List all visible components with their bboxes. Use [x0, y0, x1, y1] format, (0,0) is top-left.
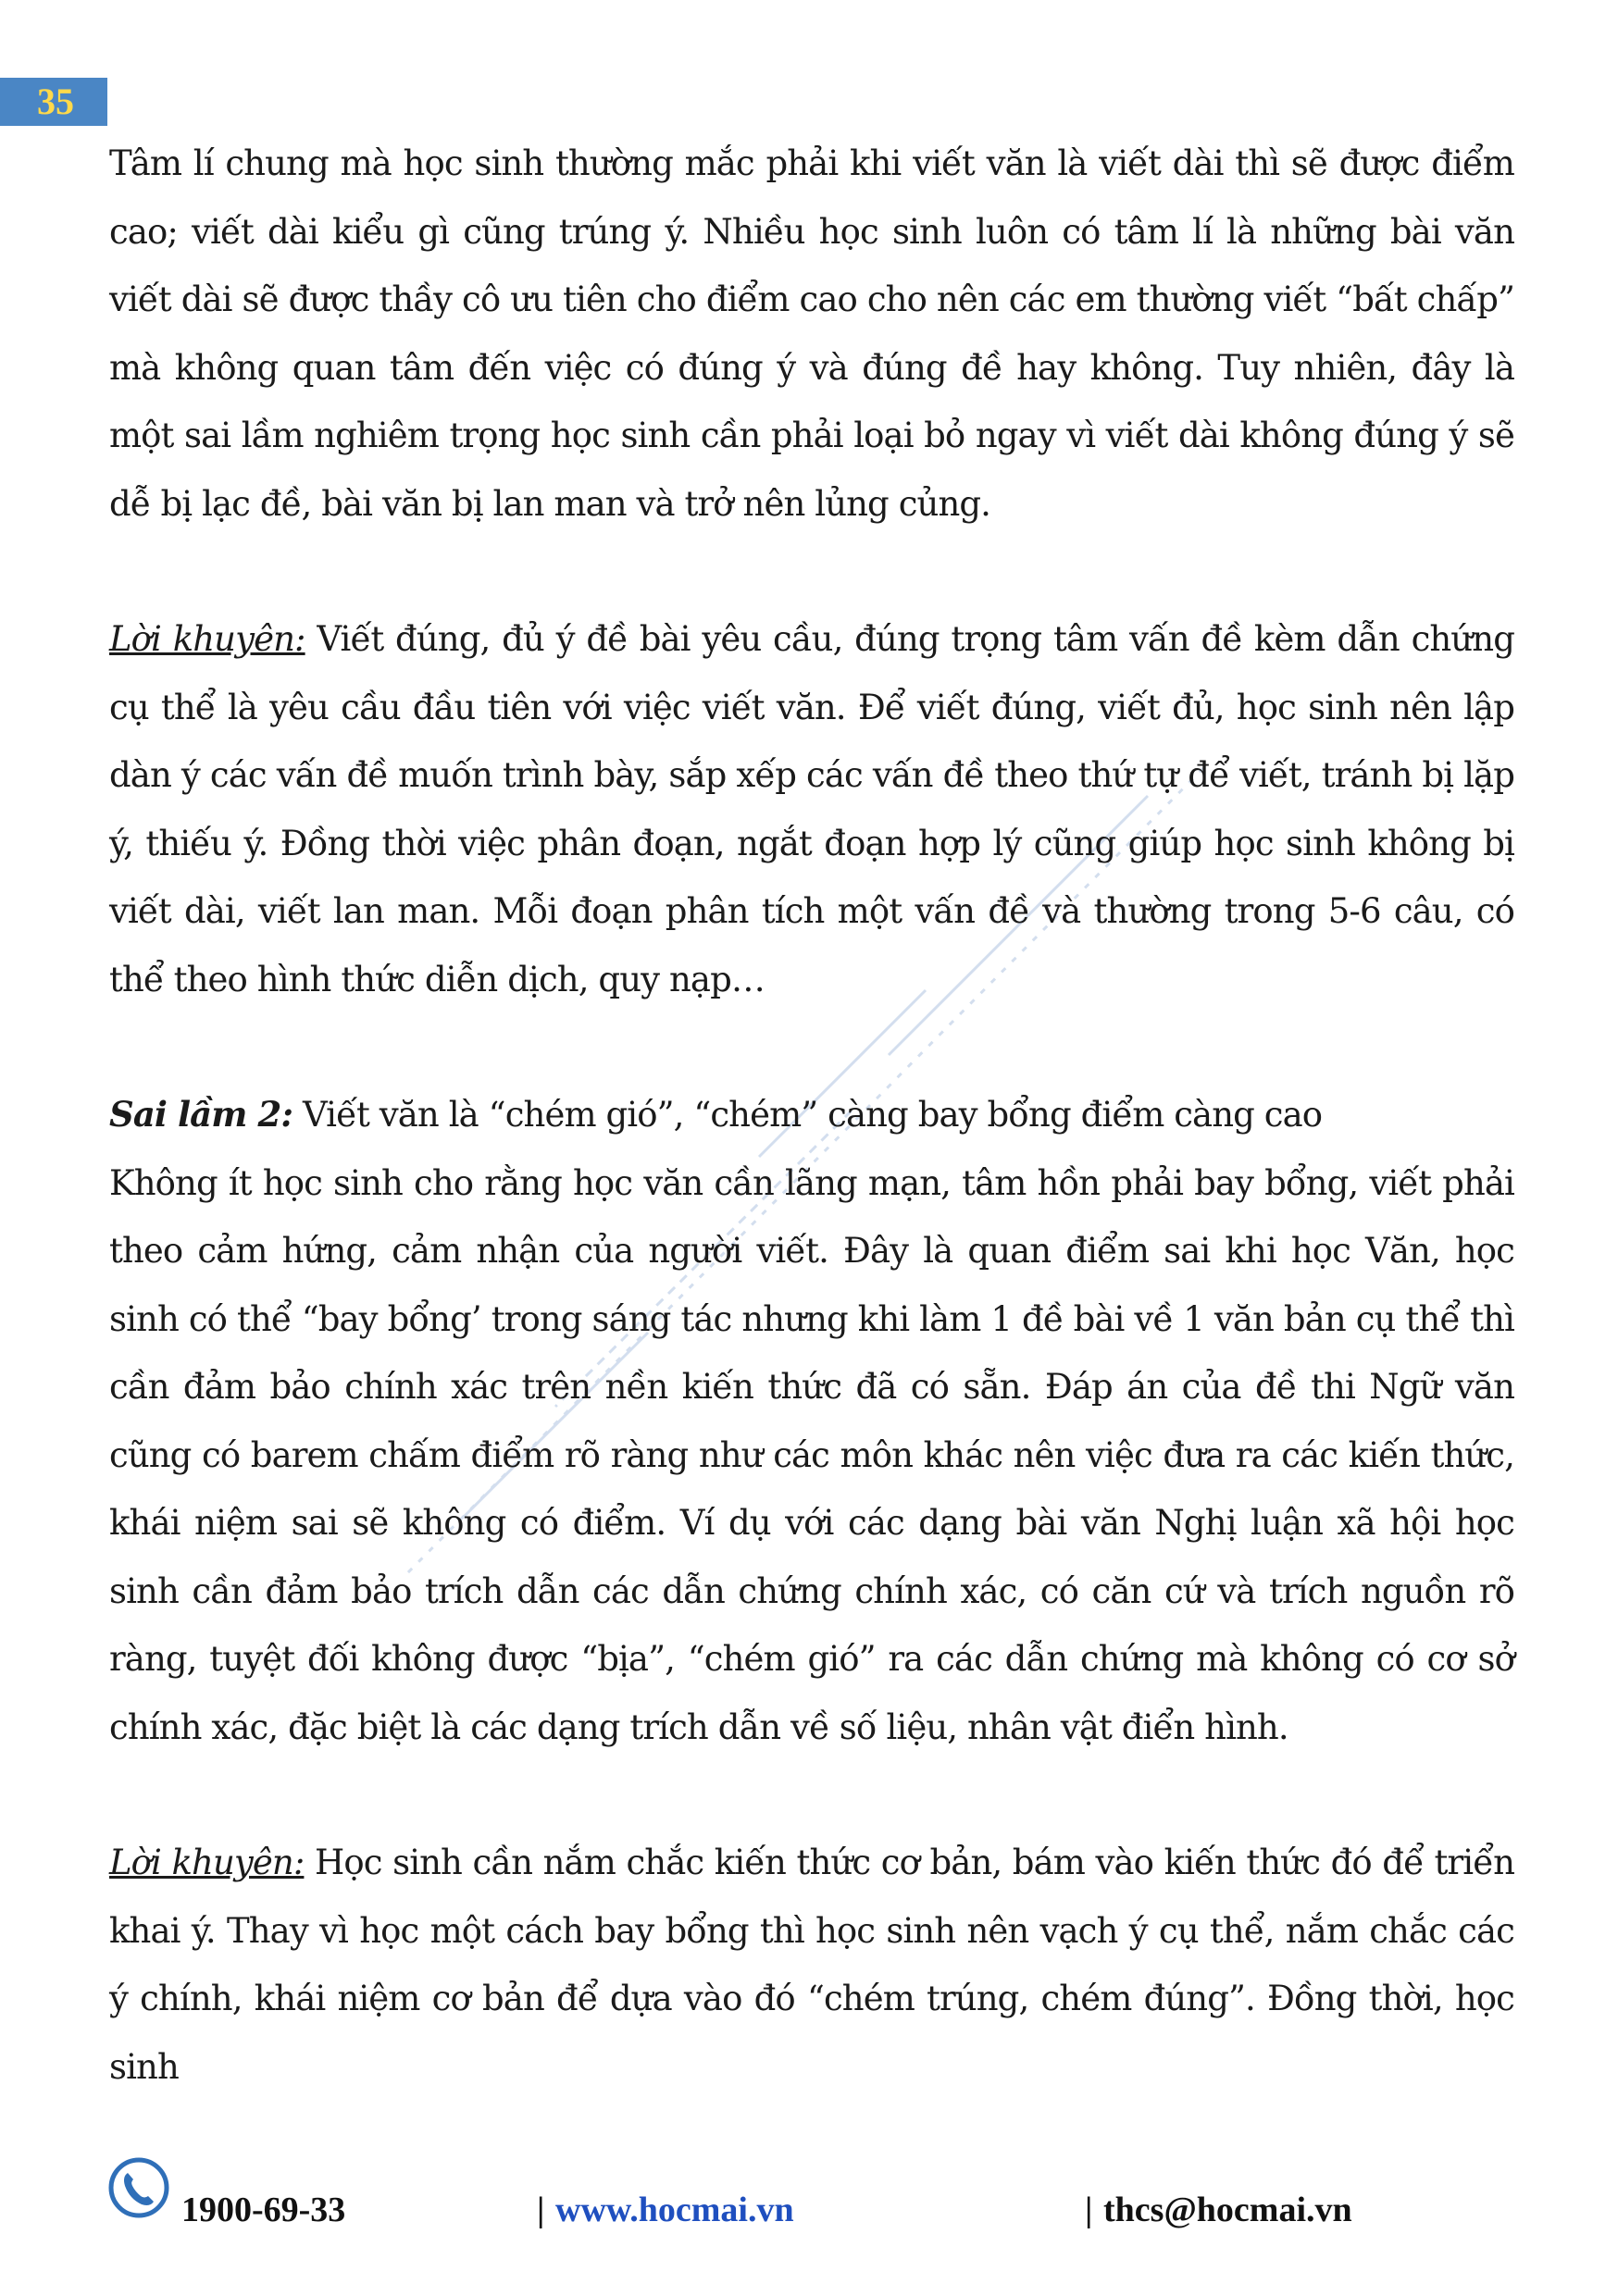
document-body: [109, 130, 1514, 2101]
paragraph-advice-2: [109, 1829, 1514, 2101]
paragraph-advice-1: [109, 605, 1514, 1013]
paragraph-intro: Tâm lí chung mà học sinh thường mắc phải khi viết văn là viết dài thì sẽ được điểm cao; viết dài kiểu gì cũng trúng ý. Nhiều học sinh luôn có tâm lí là những bài văn viết dài sẽ được thầy cô ưu tiên cho điểm cao cho nên các em thường viết “bất chấp” mà không quan tâm đến việc có đúng ý và đúng đề hay không. Tuy nhiên, đây là một sai lầm nghiêm trọng học sinh cần phải loại bỏ ngay vì viết dài không đúng ý sẽ dễ bị lạc đề, bài văn bị lan man và trở nên lủng củng.: [109, 143, 1514, 524]
mistake-title: Viết văn là “chém gió”, “chém” càng bay bổng điểm càng cao: [292, 1095, 1323, 1135]
advice-label: Lời khuyên:: [109, 1843, 305, 1882]
mistake-2-heading: [109, 1081, 1514, 1149]
phone-icon: [107, 2156, 170, 2219]
email-link[interactable]: thcs@hocmai.vn: [1103, 2191, 1352, 2229]
footer-separator: |: [1085, 2191, 1093, 2229]
advice-label: Lời khuyên:: [109, 619, 305, 659]
website-link[interactable]: www.hocmai.vn: [555, 2191, 794, 2229]
page-number: 35: [0, 78, 107, 126]
page-footer: [0, 2147, 1618, 2258]
advice-text: Học sinh cần nắm chắc kiến thức cơ bản, bám vào kiến thức đó để triển khai ý. Thay vì học một cách bay bổng thì học sinh nên vạch ý cụ thể, nắm chắc các ý chính, khái niệm cơ bản để dựa vào đó “chém trúng, chém đúng”. Đồng thời, học sinh: [109, 1843, 1514, 2087]
footer-separator: |: [537, 2191, 545, 2229]
advice-text: Viết đúng, đủ ý đề bài yêu cầu, đúng trọng tâm vấn đề kèm dẫn chứng cụ thể là yêu cầu đầu tiên với việc viết văn. Để viết đúng, viết đủ, học sinh nên lập dàn ý các vấn đề muốn trình bày, sắp xếp các vấn đề theo thứ tự để viết, tránh bị lặp ý, thiếu ý. Đồng thời việc phân đoạn, ngắt đoạn hợp lý cũng giúp học sinh không bị viết dài, viết lan man. Mỗi đoạn phân tích một vấn đề và thường trong 5-6 câu, có thể theo hình thức diễn dịch, quy nạp…: [109, 619, 1514, 999]
paragraph-mistake-2: Không ít học sinh cho rằng học văn cần lãng mạn, tâm hồn phải bay bổng, viết phải theo cảm hứng, cảm nhận của người viết. Đây là quan điểm sai khi học Văn, học sinh có thể “bay bổng’ trong sáng tác nhưng khi làm 1 đề bài về 1 văn bản cụ thể thì cần đảm bảo chính xác trên nền kiến thức đã có sẵn. Đáp án của đề thi Ngữ văn cũng có barem chấm điểm rõ ràng như các môn khác nên việc đưa ra các kiến thức, khái niệm sai sẽ không có điểm. Ví dụ với các dạng bài văn Nghị luận xã hội học sinh cần đảm bảo trích dẫn các dẫn chứng chính xác, có căn cứ và trích nguồn rõ ràng, tuyệt đối không được “bịa”, “chém gió” ra các dẫn chứng mà không có cơ sở chính xác, đặc biệt là các dạng trích dẫn về số liệu, nhân vật điển hình.: [109, 1162, 1514, 1747]
phone-number[interactable]: 1900-69-33: [181, 2191, 346, 2229]
mistake-label: Sai lầm 2:: [109, 1094, 293, 1135]
